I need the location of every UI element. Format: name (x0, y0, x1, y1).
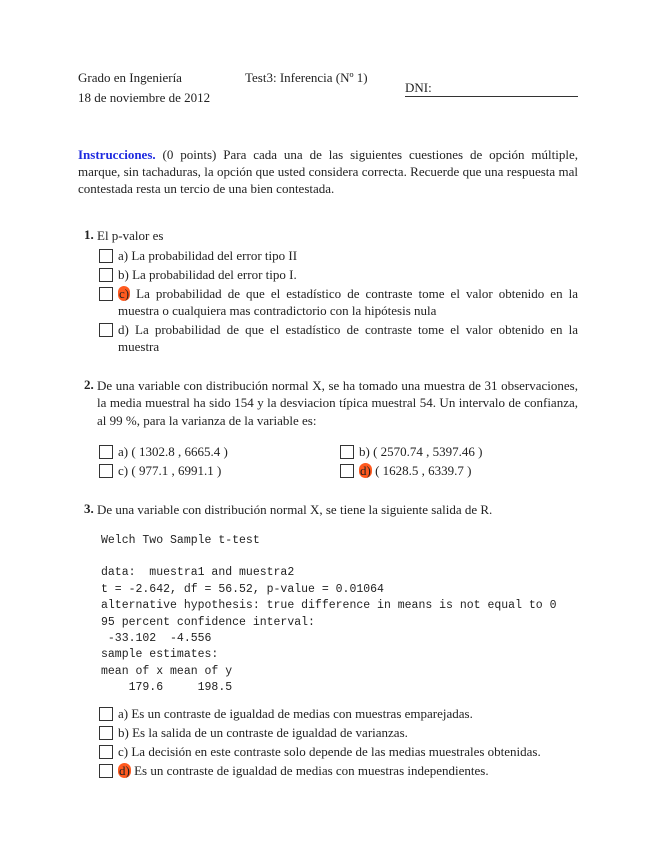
option-3a[interactable] (97, 705, 578, 722)
r-output: Welch Two Sample t-test data: muestra1 and muestra2 t = -2.642, df = 56.52, p-value = 0.01064 alternative hypothesis: true difference in means is not equal to 0 95 percent confidence interval: -33.102 -4.556 sample estimates: mean of x mean of y 179.6 198.5 (101, 533, 557, 695)
question-3 (78, 501, 578, 779)
option-3c[interactable] (97, 743, 578, 760)
option-text: La probabilidad de que el estadístico de contraste tome el valor obtenido en la muestra o cualquiera mas contradictorio con la hipótesis nula (118, 285, 579, 318)
option-2b[interactable] (338, 443, 578, 460)
question-1 (78, 227, 578, 355)
dni-field[interactable] (405, 80, 578, 97)
instructions (78, 146, 578, 197)
option-2c[interactable] (97, 462, 338, 479)
exam-title: Test3: Inferencia (Nº 1) (245, 70, 368, 85)
option-letter-highlighted: d) (119, 762, 130, 778)
option-letter: c) (118, 463, 129, 478)
checkbox[interactable] (99, 287, 113, 301)
option-1b[interactable] (97, 266, 578, 283)
header (78, 70, 578, 146)
option-2a[interactable] (97, 443, 338, 460)
option-text: La probabilidad del error tipo I. (132, 266, 297, 282)
option-letter: b) (359, 444, 370, 459)
instructions-text: (0 points) Para cada una de las siguientes cuestiones de opción múltiple, marque, sin tachaduras, la opción que usted considera correcta. Recuerde que una respuesta mal contestada resta un tercio de una bien contestada. (78, 147, 578, 196)
option-letter: a) (118, 705, 129, 721)
question-text: De una variable con distribución normal X, se ha tomado una muestra de 31 observaciones, la media muestral ha sido 154 y la desviacion típica muestral 54. Un intervalo de confianza, al 99 %, para la varianza de la variable es: (97, 377, 578, 428)
option-letter: a) (118, 247, 129, 263)
checkbox[interactable] (99, 726, 113, 740)
option-text: Es un contraste de igualdad de medias con muestras independientes. (134, 762, 489, 778)
option-text: Es un contraste de igualdad de medias con muestras emparejadas. (131, 705, 473, 721)
option-text: Es la salida de un contraste de igualdad de varianzas. (132, 724, 408, 740)
option-text: ( 1628.5 , 6339.7 ) (375, 463, 472, 478)
option-1d[interactable] (97, 321, 578, 355)
option-3b[interactable] (97, 724, 578, 741)
question-number: 3. (84, 501, 94, 516)
checkbox[interactable] (99, 249, 113, 263)
option-text: La probabilidad de que el estadístico de contraste tome el valor obtenido en la muestra (118, 321, 579, 354)
option-letter: b) (118, 724, 129, 740)
checkbox[interactable] (99, 445, 113, 459)
option-1a[interactable] (97, 247, 578, 264)
checkbox[interactable] (340, 464, 354, 478)
option-text: ( 1302.8 , 6665.4 ) (131, 444, 228, 459)
checkbox[interactable] (99, 707, 113, 721)
option-2d[interactable] (338, 462, 578, 479)
option-1c[interactable] (97, 285, 578, 319)
checkbox[interactable] (99, 323, 113, 337)
checkbox[interactable] (99, 464, 113, 478)
course-name: Grado en Ingeniería (78, 70, 182, 85)
checkbox[interactable] (99, 764, 113, 778)
question-number: 1. (84, 227, 94, 242)
checkbox[interactable] (340, 445, 354, 459)
option-letter: d) (118, 321, 129, 337)
question-text: De una variable con distribución normal X, se tiene la siguiente salida de R. (97, 502, 493, 517)
dni-label: DNI: (405, 80, 432, 95)
option-letter: c) (118, 743, 129, 759)
option-letter-highlighted: d) (360, 463, 371, 478)
option-letter: b) (118, 266, 129, 282)
option-text: La decisión en este contraste solo depende de las medias muestrales obtenidas. (131, 743, 541, 759)
question-text: El p-valor es (97, 228, 164, 243)
option-text: ( 977.1 , 6991.1 ) (131, 463, 222, 478)
option-letter-highlighted: c) (119, 285, 130, 301)
question-number: 2. (84, 376, 94, 392)
checkbox[interactable] (99, 268, 113, 282)
question-2 (78, 377, 578, 480)
option-text: La probabilidad del error tipo II (131, 247, 298, 263)
option-letter: a) (118, 444, 129, 459)
instructions-label: Instrucciones. (78, 147, 156, 162)
checkbox[interactable] (99, 745, 113, 759)
option-text: ( 2570.74 , 5397.46 ) (373, 444, 483, 459)
option-3d[interactable] (97, 762, 578, 779)
exam-date: 18 de noviembre de 2012 (78, 90, 211, 105)
